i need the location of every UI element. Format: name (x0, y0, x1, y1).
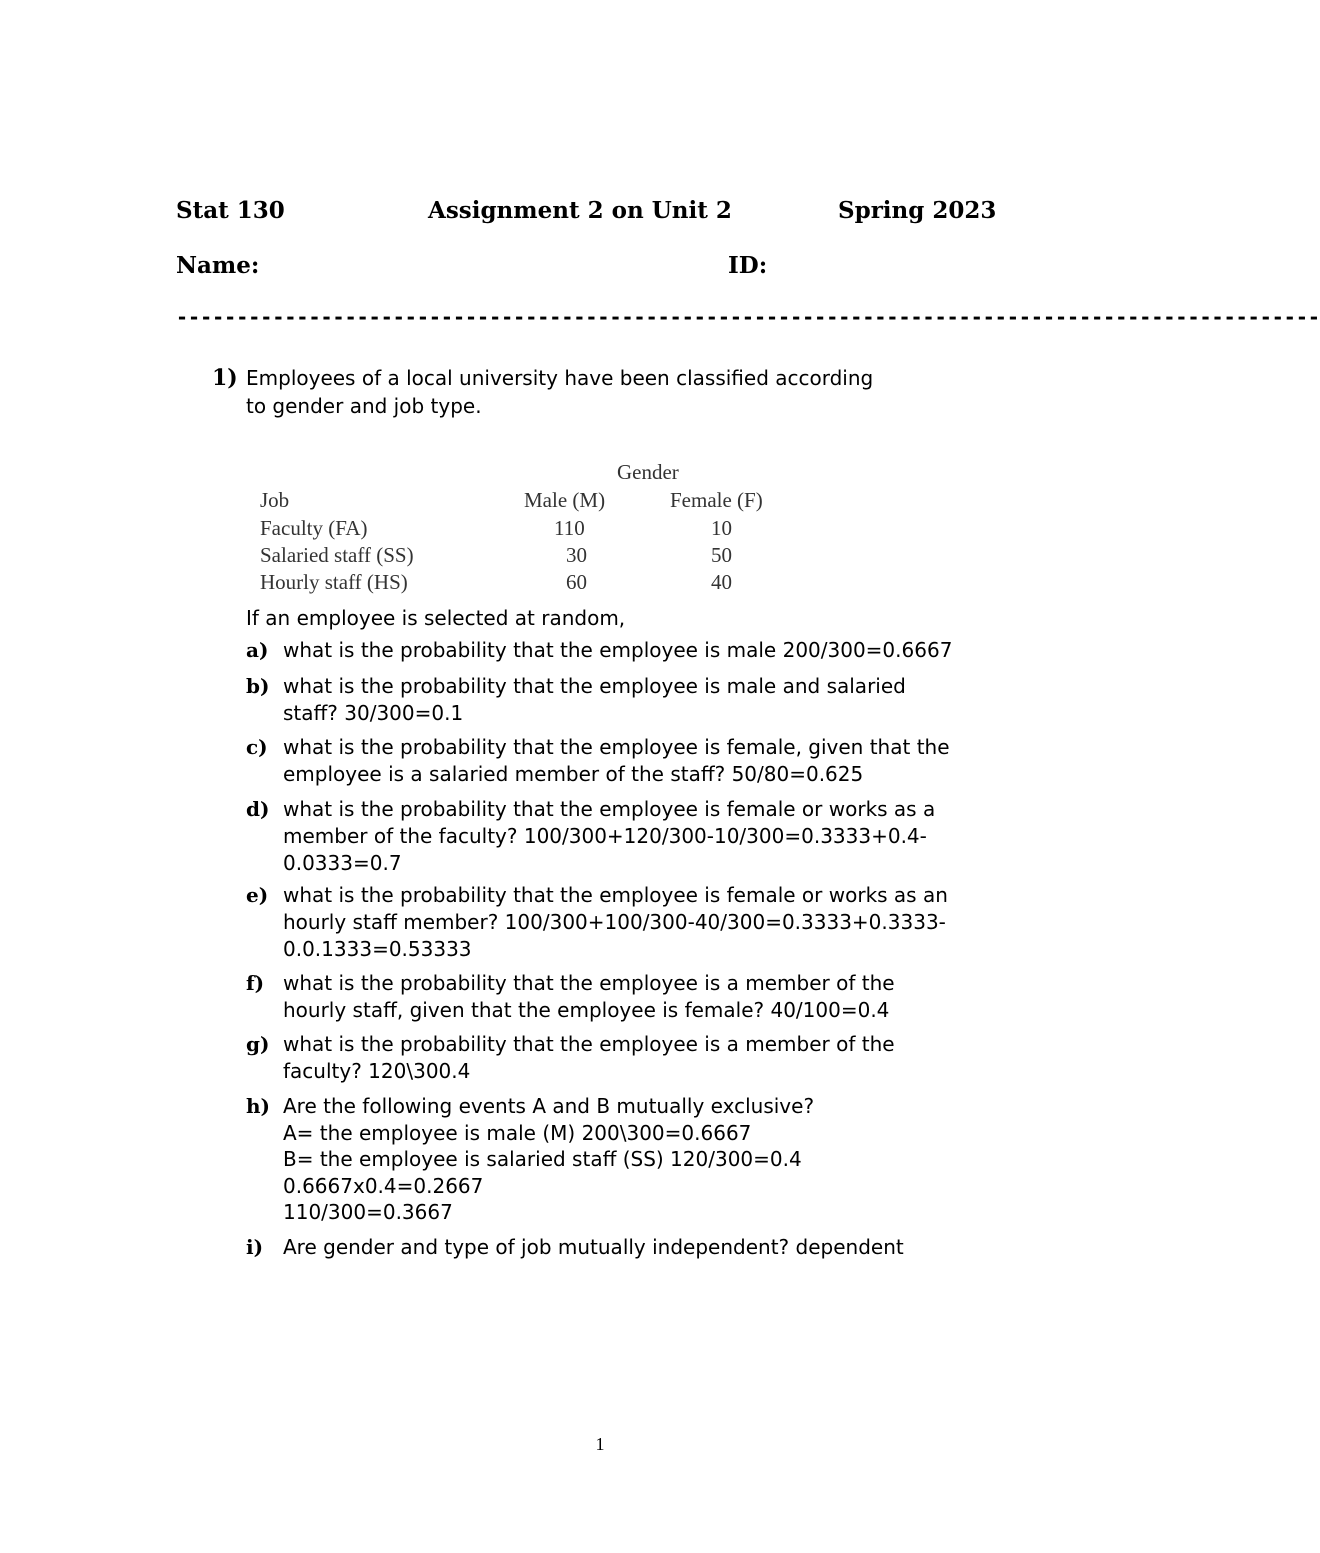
question-intro-line-2: to gender and job type. (246, 394, 482, 418)
table-row-male: 110 (554, 516, 585, 540)
term: Spring 2023 (838, 197, 997, 224)
table-row-job: Faculty (FA) (260, 516, 368, 540)
course-code: Stat 130 (176, 197, 285, 224)
question-intro-line-1: Employees of a local university have been classified according (246, 366, 874, 390)
item-text: what is the probability that the employee is a member of the faculty? 120\300.4 (283, 1032, 895, 1083)
table-row-male: 30 (566, 543, 587, 567)
item-letter: d) (246, 797, 270, 821)
item-text: what is the probability that the employee is male and salaried staff? 30/300=0.1 (283, 674, 906, 725)
item-letter: f) (246, 971, 265, 995)
item-letter: b) (246, 674, 270, 698)
table-header-job: Job (260, 488, 290, 512)
item-text: what is the probability that the employee is male 200/300=0.6667 (283, 638, 953, 662)
item-letter: h) (246, 1094, 271, 1118)
prompt-text: If an employee is selected at random, (246, 606, 626, 630)
item-letter: i) (246, 1235, 264, 1259)
table-group-header: Gender (617, 460, 679, 484)
table-row-female: 40 (711, 570, 732, 594)
item-text: what is the probability that the employee is female or works as a member of the faculty? 100/300+120/300-10/300=0.3333+0.4- 0.0333=0.7 (283, 797, 936, 875)
item-text: Are the following events A and B mutually exclusive? A= the employee is male (M) 200\300=0.6667 B= the employee is salaried staff (SS) 120/300=0.4 0.6667x0.4=0.2667 110/300=0.3667 (283, 1094, 815, 1224)
item-letter: c) (246, 735, 268, 759)
id-label: ID: (728, 252, 768, 279)
table-row-female: 50 (711, 543, 732, 567)
table-row-job: Hourly staff (HS) (260, 570, 408, 594)
assignment-title: Assignment 2 on Unit 2 (428, 197, 732, 224)
table-row-male: 60 (566, 570, 587, 594)
item-text: what is the probability that the employee is a member of the hourly staff, given that the employee is female? 40/100=0.4 (283, 971, 895, 1022)
item-letter: e) (246, 883, 269, 907)
name-label: Name: (176, 252, 260, 279)
item-letter: g) (246, 1032, 270, 1056)
separator-rule: ----------------------------------------------------------------------------------------------- (176, 305, 1320, 329)
item-letter: a) (246, 638, 269, 662)
page-number: 1 (595, 1434, 605, 1454)
table-header-female: Female (F) (670, 488, 763, 512)
item-text: Are gender and type of job mutually independent? dependent (283, 1235, 904, 1259)
item-text: what is the probability that the employee is female, given that the employee is a salaried member of the staff? 50/80=0.625 (283, 735, 950, 786)
table-header-male: Male (M) (524, 488, 606, 512)
table-row-female: 10 (711, 516, 732, 540)
question-number: 1) (212, 365, 238, 391)
table-row-job: Salaried staff (SS) (260, 543, 414, 567)
item-text: what is the probability that the employee is female or works as an hourly staff member? 100/300+100/300-40/300=0.3333+0.3333- 0.0.1333=0.53333 (283, 883, 948, 961)
